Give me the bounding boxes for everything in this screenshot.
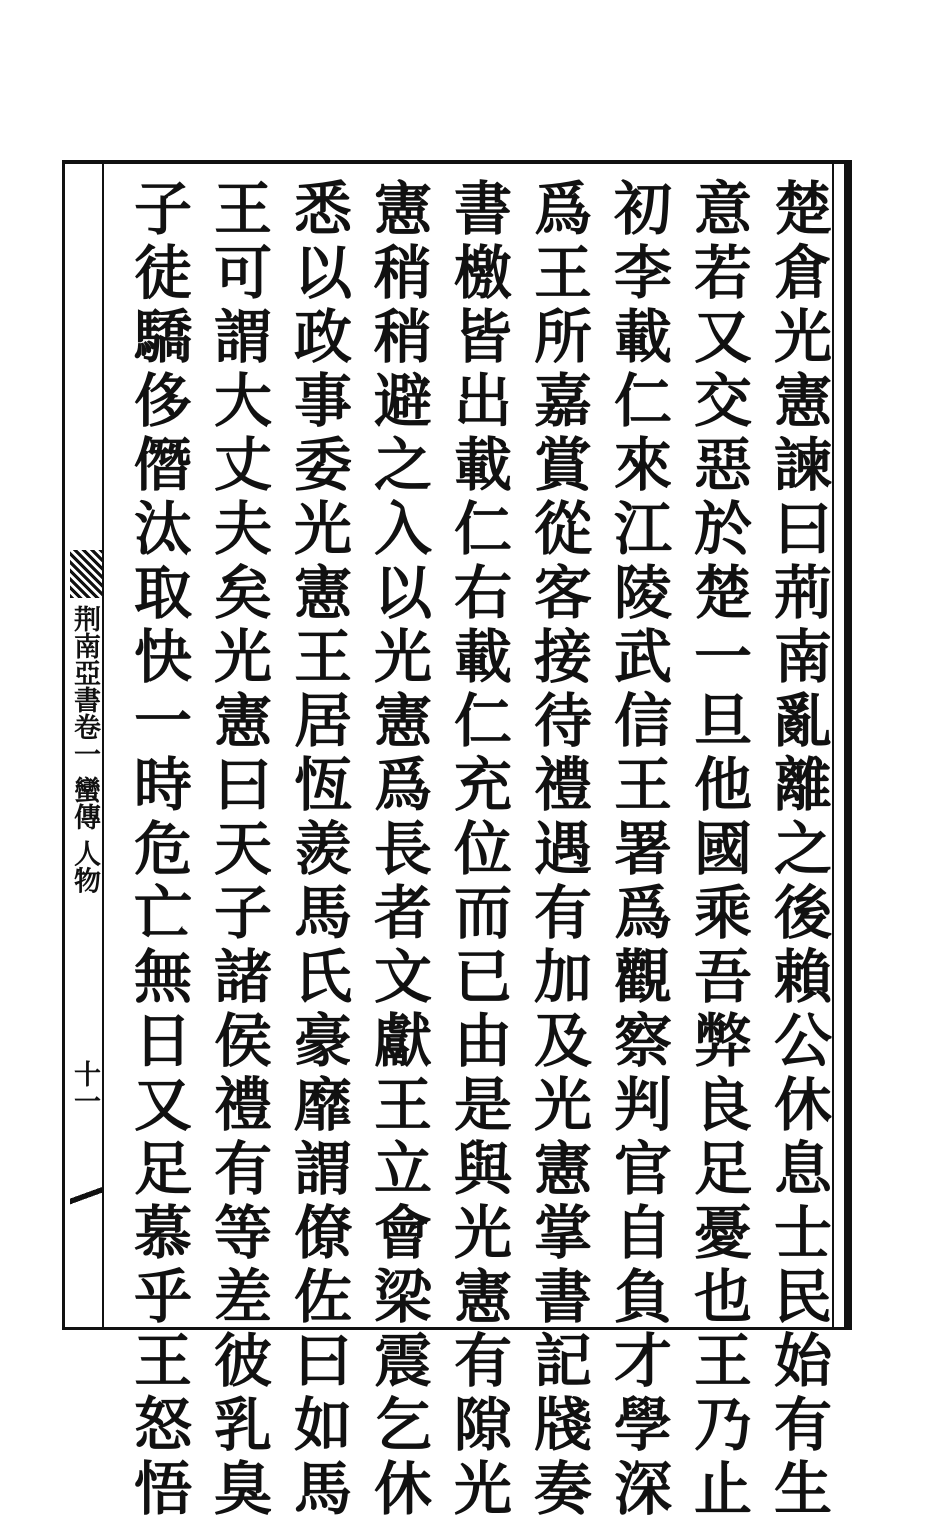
main-text-block: [118, 178, 838, 1522]
lower-fishtail-icon: [70, 1170, 102, 1230]
center-column-title: 荆南亞書卷一 蠻傳 人物: [69, 605, 100, 894]
page-number: 十一: [69, 1060, 100, 1114]
text-column-8: 王可謂大丈夫矣光憲曰天子諸侯禮有等差彼乳臭: [204, 178, 272, 1522]
text-column-5: 書檄皆出載仁右載仁充位而已由是與光憲有隙光: [444, 178, 512, 1522]
center-column: [62, 160, 112, 1330]
fishtail-mark-icon: [70, 550, 102, 598]
text-column-1: 楚倉光憲諫曰荊南亂離之後賴公休息士民始有生: [764, 178, 832, 1522]
text-column-3: 初李載仁來江陵武信王署爲觀察判官自負才學深: [604, 178, 672, 1522]
text-column-9: 子徒驕侈僭汰取快一時危亡無日又足慕乎王怒悟: [124, 178, 192, 1522]
text-column-6: 憲稍稍避之入以光憲爲長者文獻王立會梁震乞休: [364, 178, 432, 1522]
text-column-7: 悉以政事委光憲王居恆羨馬氏豪靡謂僚佐曰如馬: [284, 178, 352, 1522]
text-column-4: 爲王所嘉賞從客接待禮遇有加及光憲掌書記牋奏: [524, 178, 592, 1522]
text-column-2: 意若又交惡於楚一旦他國乘吾弊良足憂也王乃止: [684, 178, 752, 1522]
